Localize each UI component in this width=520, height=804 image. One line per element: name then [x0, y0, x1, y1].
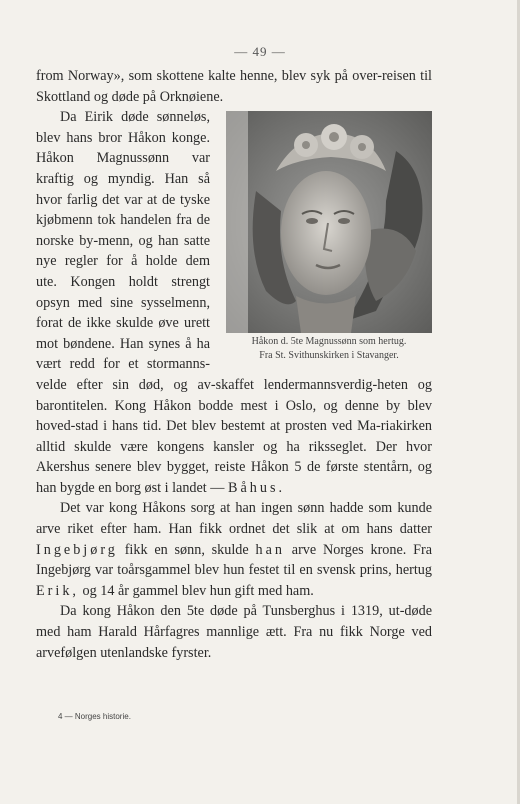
figure: [220, 111, 432, 363]
paragraph-4: Da kong Håkon den 5te døde på Tunsberghus i 1319, ut-døde med ham Harald Hårfagres mannlige ætt. Fra nu fikk Norge ved arvefølgen utenlandske fyrster.: [36, 603, 432, 661]
hakon-sculpture-image: [226, 111, 432, 333]
figure-caption-line-1: Håkon d. 5te Magnussønn som hertug.: [251, 336, 407, 348]
figure-caption-line-2: Fra St. Svithunskirken i Stavanger.: [259, 350, 399, 362]
paragraph-3-part-3: arve Norges krone. Fra Ingebjørg var toårsgammel blev hun festet til en svensk prins, hertug: [36, 541, 433, 579]
paragraph-3-part-2: fikk en sønn, skulde: [124, 541, 249, 558]
paragraph-1: from Norway», som skottene kalte henne, blev syk på over-reisen til Skottland og døde på Orknøiene.: [36, 68, 432, 105]
place-name-bahus: Båhus.: [228, 479, 286, 496]
page-number: — 49 —: [234, 44, 286, 59]
name-erik: Erik,: [36, 582, 79, 599]
body-text: [36, 66, 432, 663]
paragraph-2-text: Da Eirik døde sønneløs, blev hans bror Håkon konge. Håkon Magnussønn var kraftig og myndig. Han så hvor farlig det var at de tyske kjøbmenn tok handelen fra de norske by-menn, og han satte nye regler for å holde dem ute. Kongen holdt strengt opsyn med sine sysselmenn, forat de ikke skulde øve urett mot bøndene. Han synes å ha vært redd for et stormanns-velde efter sin død, og av-skaffet lendermannsverdig-heten og barontitelen. Kong Håkon bodde mest i Oslo, og denne by blev hoved-stad i hans tid. Det blev bestemt at prosten ved Ma-riakirken alltid skulde være kongens kansler og ha riksseglet. Der hvor Akershus senere blev bygget, reiste Håkon 5 de første stentårn, og han bygde en borg øst i landet —: [36, 109, 432, 496]
paragraph-3-part-1: Det var kong Håkons sorg at han ingen sønn hadde som kunde arve riket efter ham. Han fikk ordnet det slik at om hans datter: [36, 500, 432, 538]
name-ingebjorg: Ingebjørg: [36, 541, 118, 558]
footnote: 4 — Norges historie.: [58, 712, 131, 721]
paragraph-3: [36, 498, 432, 601]
emphasis-han: han: [255, 541, 285, 558]
paragraph-3-part-4: og 14 år gammel blev hun gift med ham.: [82, 582, 314, 599]
